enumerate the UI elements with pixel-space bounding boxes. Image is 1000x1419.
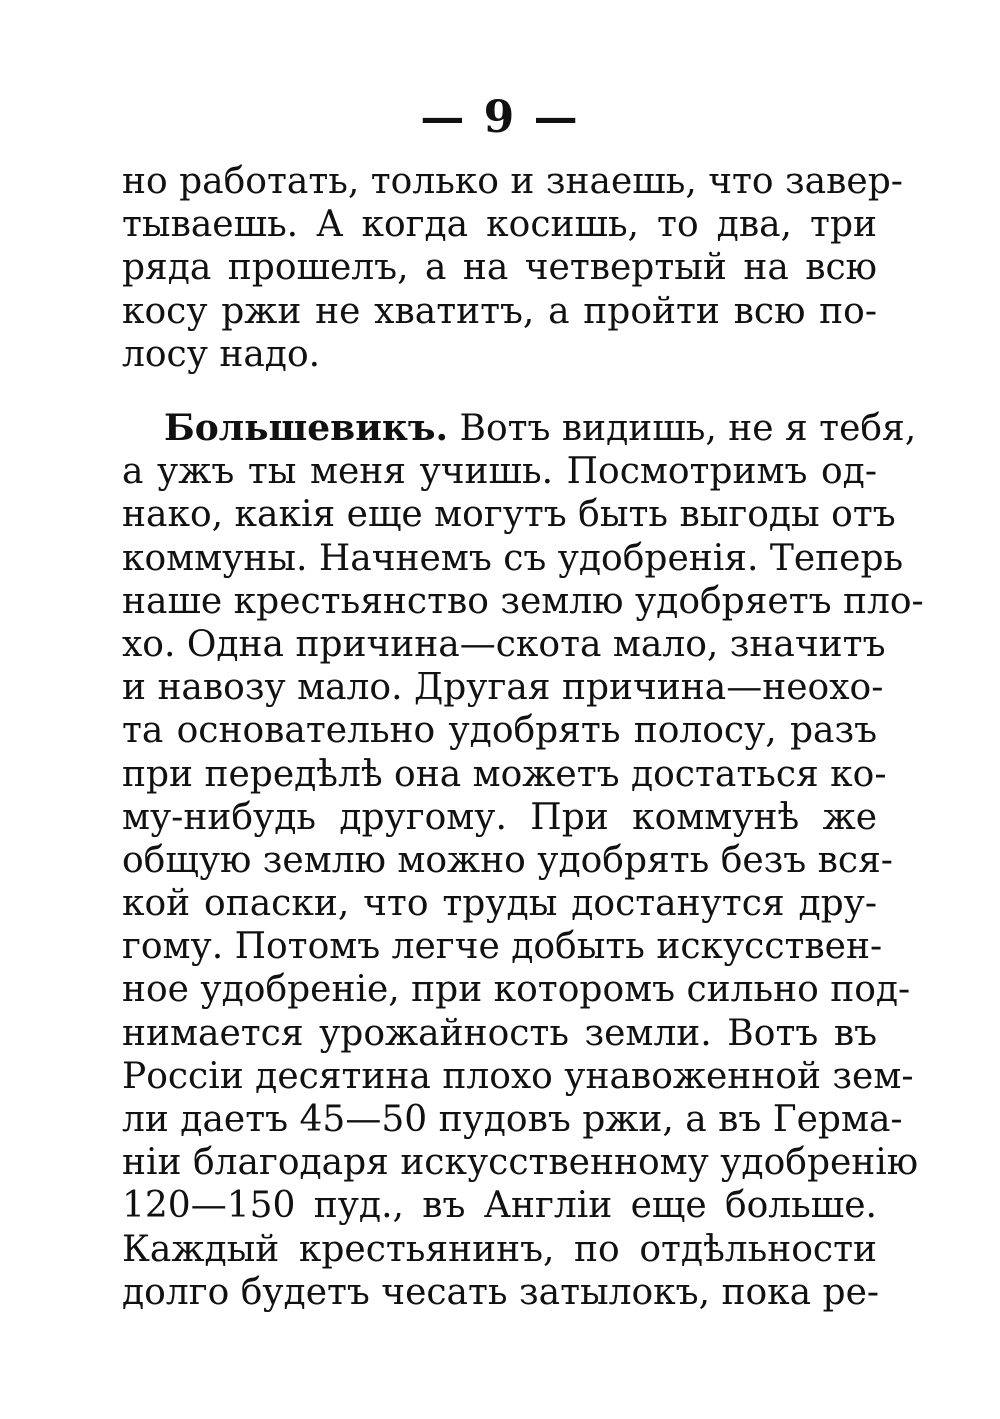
text-line: лосу надо. bbox=[122, 333, 321, 375]
page-number: — 9 — bbox=[420, 92, 580, 143]
text-line: и навозу мало. Другая причина—неохо- bbox=[122, 667, 884, 709]
text-line: та основательно удобрять полосу, разъ bbox=[122, 710, 877, 752]
paragraph-peasant bbox=[122, 160, 903, 376]
text-line: коммуны. Начнемъ съ удобренія. Теперь bbox=[122, 537, 904, 579]
text-line: нимается урожайность земли. Вотъ въ bbox=[122, 1012, 877, 1054]
first-line-text: Вотъ видишь, не я тебя, bbox=[448, 408, 917, 449]
text-line: ніи благодаря искусственному удобренію bbox=[122, 1142, 919, 1184]
text-line: Россіи десятина плохо унавоженной зем- bbox=[122, 1055, 914, 1097]
text-line: ли даетъ 45—50 пудовъ ржи, а въ Герма- bbox=[122, 1099, 903, 1140]
first-text-line bbox=[122, 407, 917, 450]
text-line: долго будетъ чесать затылокъ, пока ре- bbox=[122, 1271, 880, 1313]
text-line: гому. Потомъ легче добыть искусствен- bbox=[122, 926, 883, 968]
text-line: му-нибудь другому. При коммунѣ же bbox=[122, 796, 877, 838]
text-line: нако, какія еще могутъ быть выгоды отъ bbox=[122, 494, 896, 536]
text-line: но работать, только и знаешь, что завер- bbox=[122, 161, 903, 202]
text-line: тываешь. А когда косишь, то два, три bbox=[122, 204, 877, 246]
text-line: ряда прошелъ, а на четвертый на всю bbox=[122, 247, 877, 289]
text-line: Каждый крестьянинъ, по отдѣльности bbox=[122, 1228, 877, 1270]
text-line: а ужъ ты меня учишь. Посмотримъ од- bbox=[122, 451, 877, 493]
text-line: при передѣлѣ она можетъ достаться ко- bbox=[122, 753, 887, 795]
text-line: ное удобреніе, при которомъ сильно под- bbox=[122, 969, 911, 1011]
text-line: хо. Одна причина—скота мало, значитъ bbox=[122, 623, 886, 665]
text-line: общую землю можно удобрять безъ вся- bbox=[122, 839, 893, 881]
text-line: наше крестьянство землю удобряетъ пло- bbox=[122, 580, 924, 622]
paragraph-bolshevik bbox=[122, 407, 924, 1314]
speaker-name: Большевикъ. bbox=[164, 407, 449, 449]
text-line: косу ржи не хватитъ, а пройти всю по- bbox=[122, 290, 877, 332]
text-line: 120—150 пуд., въ Англіи еще больше. bbox=[122, 1185, 877, 1227]
text-line: кой опаски, что труды достанутся дру- bbox=[122, 883, 877, 925]
